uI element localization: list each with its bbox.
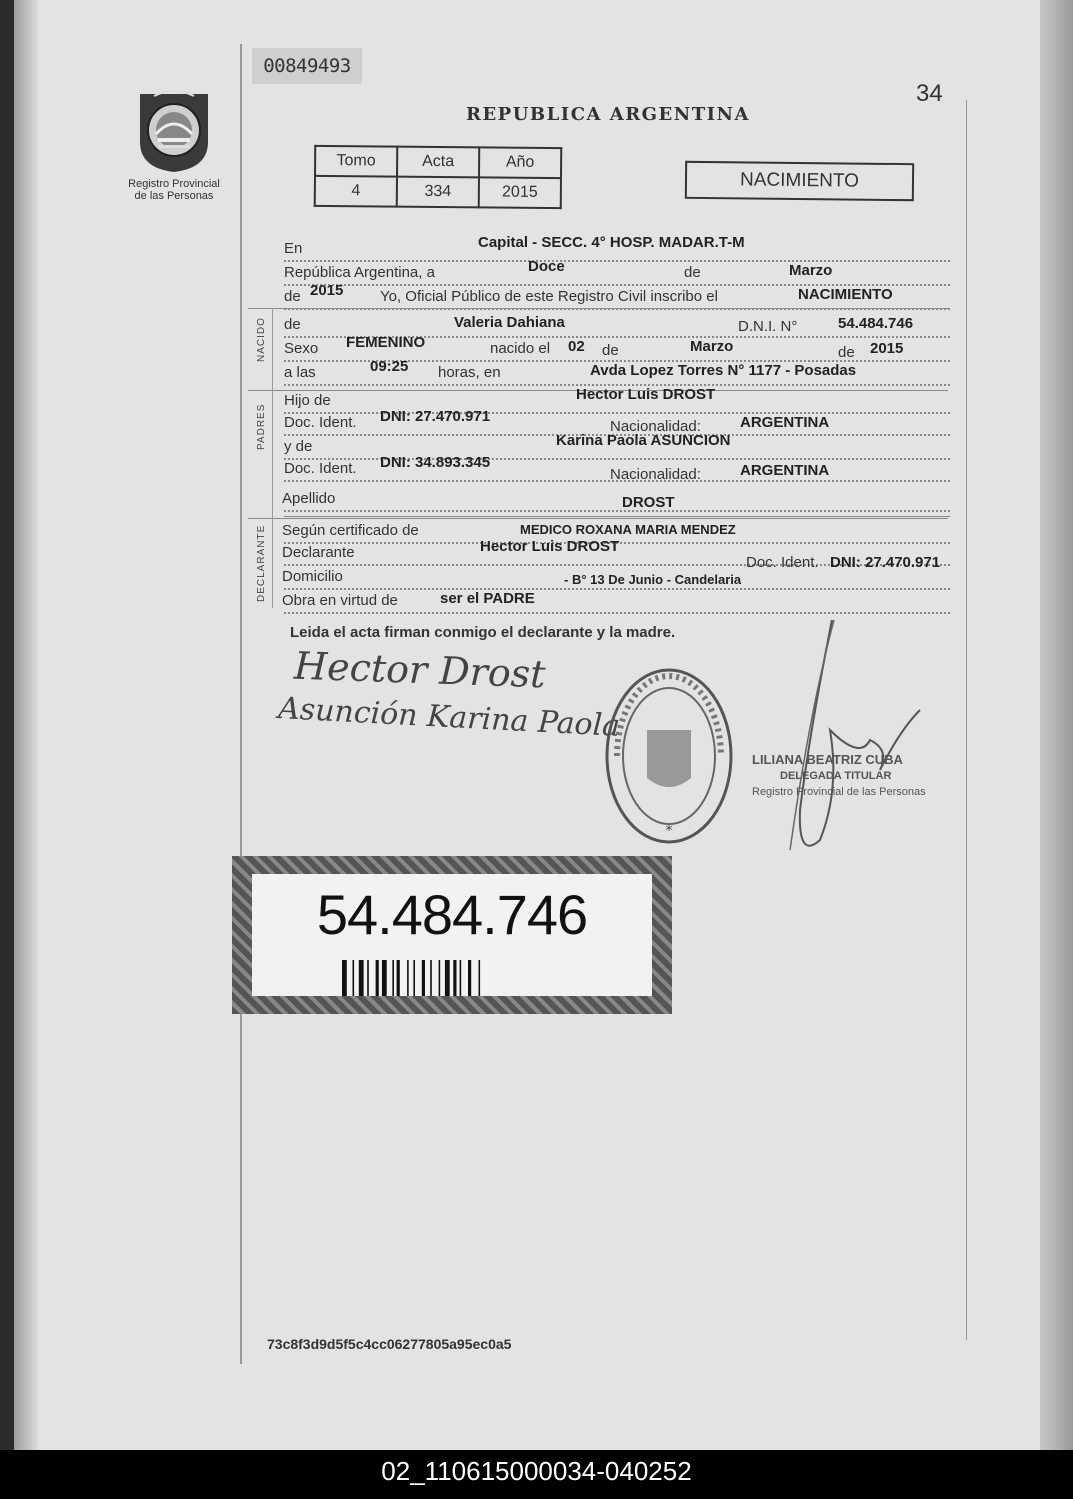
signature-declarante: Hector Drost — [293, 643, 547, 697]
declarante-doc-value: DNI: 27.470.971 — [830, 554, 941, 571]
nombre-value: Valeria Dahiana — [454, 314, 565, 331]
logo-caption — [110, 178, 238, 202]
madre-doc-value: DNI: 34.893.345 — [380, 454, 491, 471]
official-signatory — [752, 752, 952, 800]
svg-text:*: * — [665, 823, 673, 839]
y-de-label: y de — [284, 438, 313, 455]
logo-caption-line2: de las Personas — [134, 190, 214, 202]
obra-value: ser el PADRE — [440, 590, 535, 607]
barcode-bar — [392, 960, 394, 996]
nac-mes-value: Marzo — [690, 338, 734, 355]
barcode-bar — [376, 960, 379, 996]
serial-number: 00849493 — [252, 48, 362, 84]
barcode-bar — [479, 960, 481, 996]
section-line-declarante-top — [248, 518, 948, 519]
sexo-label: Sexo — [284, 340, 319, 357]
de2-label: de — [284, 288, 301, 305]
dni-label: D.N.I. N° — [738, 318, 798, 335]
barcode-bar — [353, 960, 355, 996]
nacido-el-label: nacido el — [490, 340, 551, 357]
side-label-nacido: NACIDO — [256, 317, 267, 362]
en-label: En — [284, 240, 303, 257]
side-label-padres: PADRES — [256, 403, 267, 450]
certificado-value: MEDICO ROXANA MARIA MENDEZ — [520, 522, 736, 537]
de3-label: de — [284, 316, 301, 333]
madre-doc-label: Doc. Ident. — [284, 460, 357, 477]
row-domicilio — [284, 568, 950, 592]
page-edge — [1040, 0, 1073, 1450]
closing-statement: Leida el acta firman conmigo el declarante y la madre. — [290, 624, 676, 641]
barcode-bar — [407, 960, 409, 996]
domicilio-label: Domicilio — [282, 568, 343, 585]
provincial-coat-of-arms-icon — [132, 84, 216, 174]
madre-value: Karina Paola ASUNCION — [556, 432, 731, 449]
logo-caption-line1: Registro Provincial — [128, 178, 220, 190]
record-table — [314, 145, 563, 209]
barcode-bar — [359, 960, 364, 996]
side-label-declarante: DECLARANTE — [256, 524, 267, 602]
horas-en-label: horas, en — [438, 364, 501, 381]
barcode-bar — [430, 960, 432, 996]
barcode-bar — [397, 960, 400, 996]
barcode-bar — [453, 960, 456, 996]
official-name: LILIANA BEATRIZ CUBA — [752, 752, 903, 767]
dia-value: Doce — [528, 258, 565, 275]
barcode-bar — [445, 960, 450, 996]
nac-anio-value: 2015 — [870, 340, 904, 357]
padre-nacionalidad-value: ARGENTINA — [740, 414, 830, 431]
official-stamp-icon — [597, 660, 737, 850]
page-number: 34 — [916, 80, 943, 107]
row-en — [284, 234, 950, 264]
left-border-line — [240, 44, 242, 1364]
apellido-value: DROST — [622, 494, 675, 511]
inscribe-value: NACIMIENTO — [798, 286, 893, 303]
padre-nacionalidad-label: Nacionalidad: — [610, 418, 701, 435]
padre-doc-value: DNI: 27.470.971 — [380, 408, 491, 425]
declarante-doc-label: Doc. Ident. — [746, 554, 819, 571]
declarante-value: Hector Luis DROST — [480, 538, 620, 555]
document-title: REPUBLICA ARGENTINA — [466, 104, 750, 125]
barcode-bar — [413, 960, 415, 996]
scan-filename: 02_110615000034-040252 — [0, 1450, 1073, 1499]
madre-nacionalidad-label: Nacionalidad: — [610, 466, 701, 483]
barcode-bar — [367, 960, 369, 996]
barcode-bar — [439, 960, 441, 996]
barcode-bars-icon — [342, 960, 562, 996]
official-office: Registro Provincial de las Personas — [752, 786, 926, 798]
republica-label: República Argentina, a — [284, 264, 435, 281]
oficial-text: Yo, Oficial Público de este Registro Civil inscribo el — [380, 288, 718, 305]
row-oficial — [284, 282, 950, 312]
official-role: DELEGADA TITULAR — [780, 770, 892, 782]
signature-madre: Asunción Karina Paola — [277, 691, 621, 744]
section-label-divider — [272, 308, 273, 608]
mes-value: Marzo — [789, 262, 833, 279]
hijo-de-label: Hijo de — [284, 392, 331, 409]
de5-label: de — [838, 344, 855, 361]
row-apellido — [284, 490, 950, 514]
row-madre-doc — [284, 454, 950, 484]
sexo-value: FEMENINO — [346, 334, 426, 351]
dni-value: 54.484.746 — [838, 315, 914, 332]
padre-value: Hector Luis DROST — [576, 386, 716, 403]
apellido-label: Apellido — [282, 490, 336, 507]
right-border-line — [966, 100, 967, 1340]
row-fecha-inscripcion — [284, 258, 950, 288]
nac-dia-value: 02 — [568, 338, 585, 355]
en-value: Capital - SECC. 4° HOSP. MADAR.T-M — [478, 234, 745, 251]
tomo-header: Tomo — [315, 146, 397, 177]
acta-header: Acta — [397, 147, 479, 178]
row-hora-lugar — [284, 358, 950, 388]
anio-value: 2015 — [479, 177, 561, 208]
anio-inscripcion-value: 2015 — [310, 282, 344, 299]
declarante-label: Declarante — [282, 544, 355, 561]
barcode-panel — [252, 874, 652, 996]
barcode-sticker — [232, 856, 672, 1014]
madre-nacionalidad-value: ARGENTINA — [740, 462, 830, 479]
barcode-number: 54.484.746 — [316, 883, 588, 946]
a-las-label: a las — [284, 364, 316, 381]
acta-value: 334 — [397, 177, 479, 208]
document-hash: 73c8f3d9d5f5c4cc06277805a95ec0a5 — [267, 1336, 512, 1352]
padre-doc-label: Doc. Ident. — [284, 414, 357, 431]
hora-value: 09:25 — [370, 358, 409, 375]
record-type-box: NACIMIENTO — [685, 161, 914, 201]
anio-header: Año — [479, 147, 561, 178]
tomo-value: 4 — [315, 176, 397, 207]
barcode-bar — [422, 960, 425, 996]
lugar-value: Avda Lopez Torres N° 1177 - Posadas — [590, 362, 857, 379]
de4-label: de — [602, 342, 619, 359]
de-label: de — [684, 264, 701, 281]
domicilio-value: - B° 13 De Junio - Candelaria — [564, 572, 742, 587]
official-signature-scribble — [770, 610, 930, 870]
barcode-bar — [468, 960, 471, 996]
barcode-bar — [382, 960, 387, 996]
barcode-bar — [460, 960, 462, 996]
row-declarante — [282, 538, 950, 571]
certificado-label: Según certificado de — [282, 522, 419, 539]
page-fold — [14, 0, 38, 1450]
obra-label: Obra en virtud de — [282, 592, 398, 609]
barcode-bar — [342, 960, 347, 996]
